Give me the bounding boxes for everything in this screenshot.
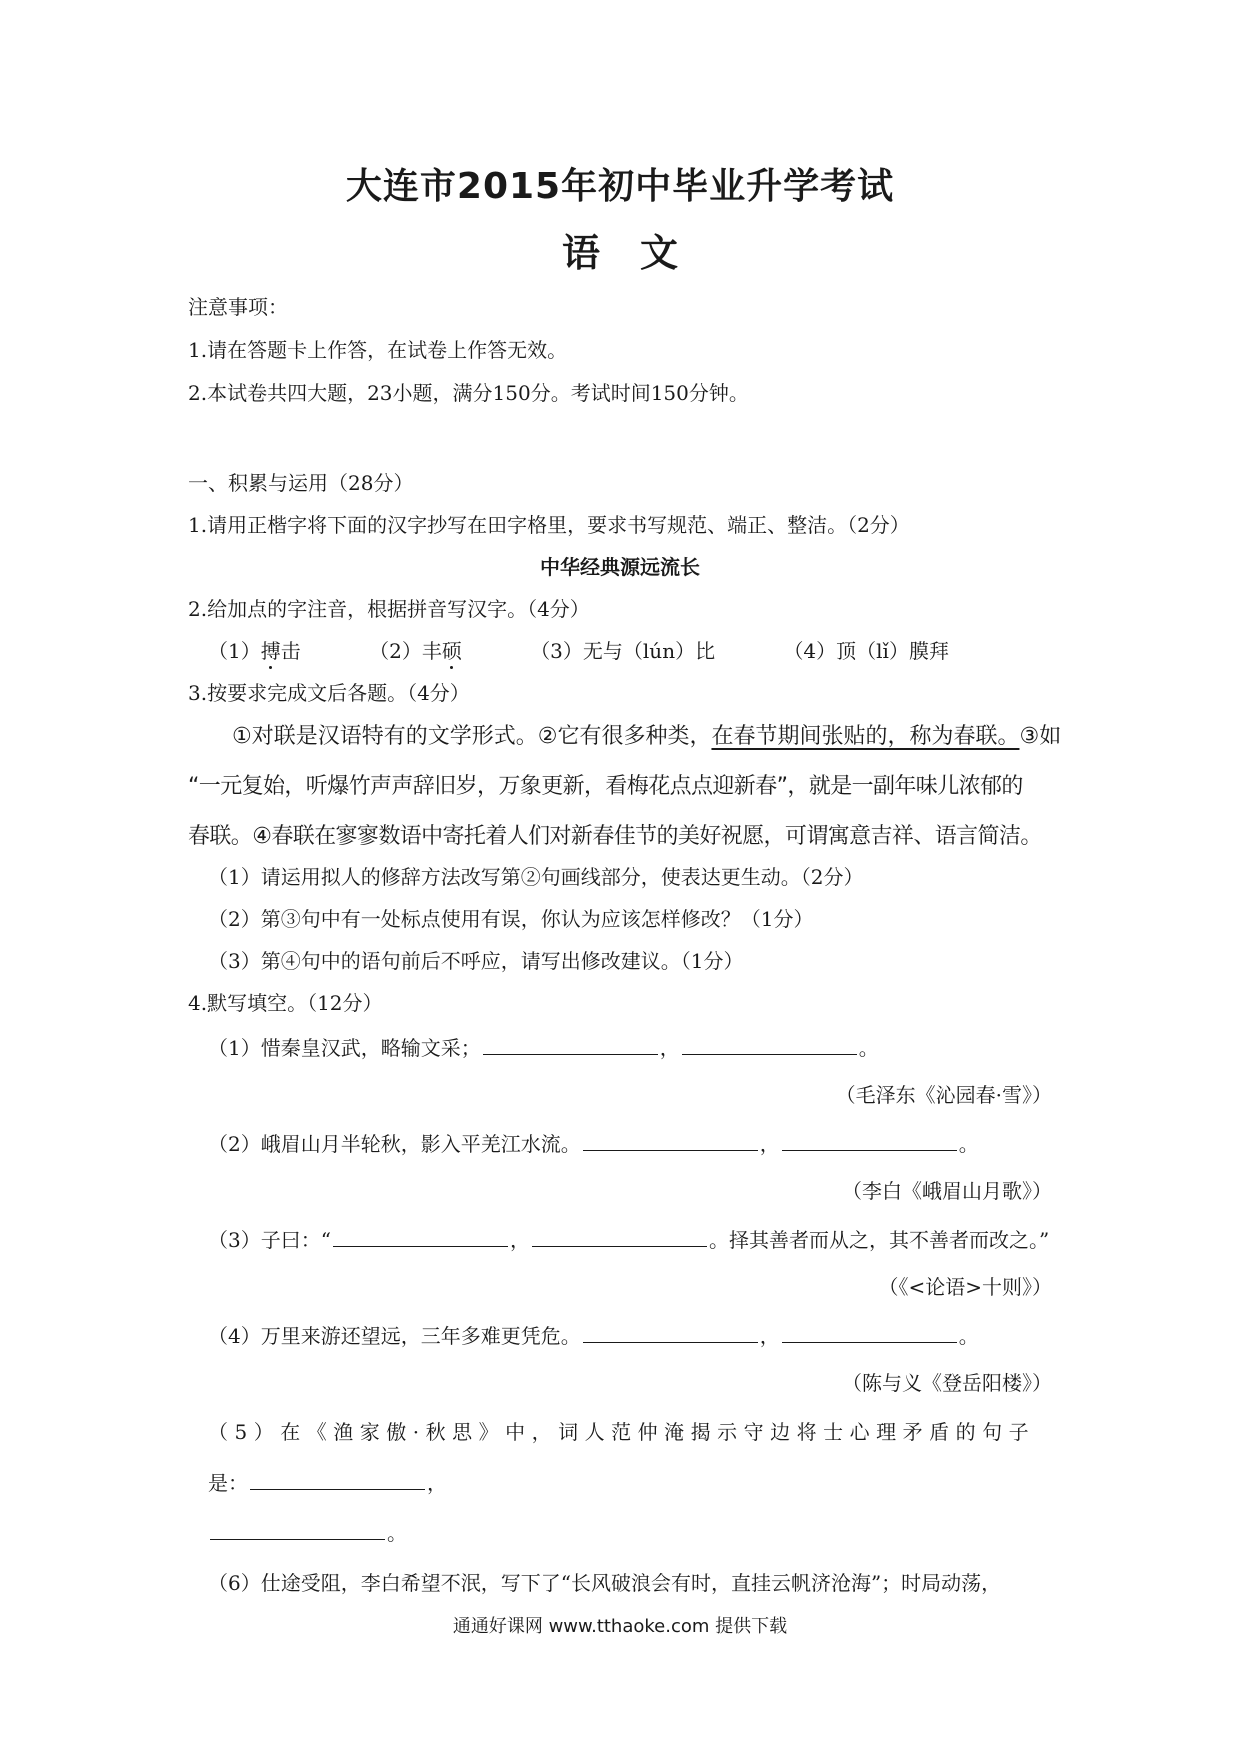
question-4-item-5-answer-2: 。 (208, 1517, 407, 1548)
question-3-sub-2: （2）第③句中有一处标点使用有误，你认为应该怎样修改？（1分） (208, 907, 814, 931)
answer-blank[interactable] (583, 1128, 758, 1151)
question-3-stem: 3.按要求完成文后各题。（4分） (188, 681, 470, 705)
question-4-source-3: （《<论语>十则》） (878, 1275, 1052, 1299)
dotted-char: 硕 (441, 639, 462, 663)
question-4-source-2: （李白《峨眉山月歌》） (842, 1179, 1052, 1203)
question-2-stem: 2.给加点的字注音，根据拼音写汉字。（4分） (188, 597, 590, 621)
question-4-item-4: （4）万里来游还望远，三年多难更凭危。 ， 。 (208, 1320, 979, 1351)
answer-blank[interactable] (682, 1032, 857, 1055)
question-4-item-1: （1）惜秦皇汉武，略输文采； ， 。 (208, 1032, 879, 1063)
footer-watermark: 通通好课网 www.tthaoke.com 提供下载 (452, 1616, 788, 1637)
passage-line: “一元复始，听爆竹声声辞旧岁，万象更新，看梅花点点迎新春”，就是一副年味儿浓郁的 (188, 774, 1023, 799)
notice-item-1: 1.请在答题卡上作答，在试卷上作答无效。 (188, 338, 568, 362)
answer-blank[interactable] (333, 1224, 508, 1247)
question-3-passage (188, 712, 1062, 862)
question-4-item-2: （2）峨眉山月半轮秋，影入平羌江水流。 ， 。 (208, 1128, 979, 1159)
exam-title: 大连市2015年初中毕业升学考试 (345, 166, 895, 207)
passage-line: 春联。④春联在寥寥数语中寄托着人们对新春佳节的美好祝愿，可谓寓意吉祥、语言简洁。 (188, 824, 1042, 849)
question-4-item-5-answer: 是： ， (208, 1467, 447, 1498)
answer-blank[interactable] (532, 1224, 707, 1247)
question-4-source-1: （毛泽东《沁园春·雪》） (835, 1083, 1052, 1107)
question-2-item: （2）丰硕 (369, 639, 462, 663)
section-heading: 一、积累与运用（28分） (188, 471, 414, 495)
underlined-sentence: 在春节期间张贴的，称为春联。 (711, 724, 1020, 749)
question-4-item-3: （3）子曰：“ ， 。择其善者而从之，其不善者而改之。” (208, 1224, 1049, 1255)
answer-blank[interactable] (250, 1467, 425, 1490)
question-1-copy-text: 中华经典源远流长 (540, 555, 700, 579)
subject-title: 语文 (561, 231, 718, 275)
question-4-item-6: （6）仕途受阻，李白希望不泯，写下了“长风破浪会有时，直挂云帆济沧海”；时局动荡， (208, 1571, 1002, 1595)
question-1-stem: 1.请用正楷字将下面的汉字抄写在田字格里，要求书写规范、端正、整洁。（2分） (188, 513, 910, 537)
question-3-sub-1: （1）请运用拟人的修辞方法改写第②句画线部分，使表达更生动。（2分） (208, 865, 864, 889)
question-4-item-5: （5）在《渔家傲·秋思》中，词人范仲淹揭示守边将士心理矛盾的句子 (208, 1420, 1036, 1444)
answer-blank[interactable] (782, 1128, 957, 1151)
question-3-sub-3: （3）第④句中的语句前后不呼应，请写出修改建议。（1分） (208, 949, 744, 973)
passage-line: ①对联是汉语特有的文学形式。②它有很多种类，在春节期间张贴的，称为春联。③如 (232, 724, 1062, 749)
notice-heading: 注意事项： (188, 295, 288, 319)
question-4-stem: 4.默写填空。（12分） (188, 991, 383, 1015)
question-2-item: （3）无与（lún）比 (530, 639, 716, 663)
answer-blank[interactable] (583, 1320, 758, 1343)
question-4-source-4: （陈与义《登岳阳楼》） (842, 1371, 1052, 1395)
question-2-items (208, 636, 1011, 666)
answer-blank[interactable] (210, 1517, 385, 1540)
dotted-char: 搏 (260, 639, 281, 663)
question-2-item: （4）顶（lǐ）膜拜 (783, 639, 949, 663)
answer-blank[interactable] (782, 1320, 957, 1343)
notice-item-2: 2.本试卷共四大题，23小题，满分150分。考试时间150分钟。 (188, 381, 749, 405)
answer-blank[interactable] (483, 1032, 658, 1055)
question-2-item: （1）搏击 (208, 639, 301, 663)
